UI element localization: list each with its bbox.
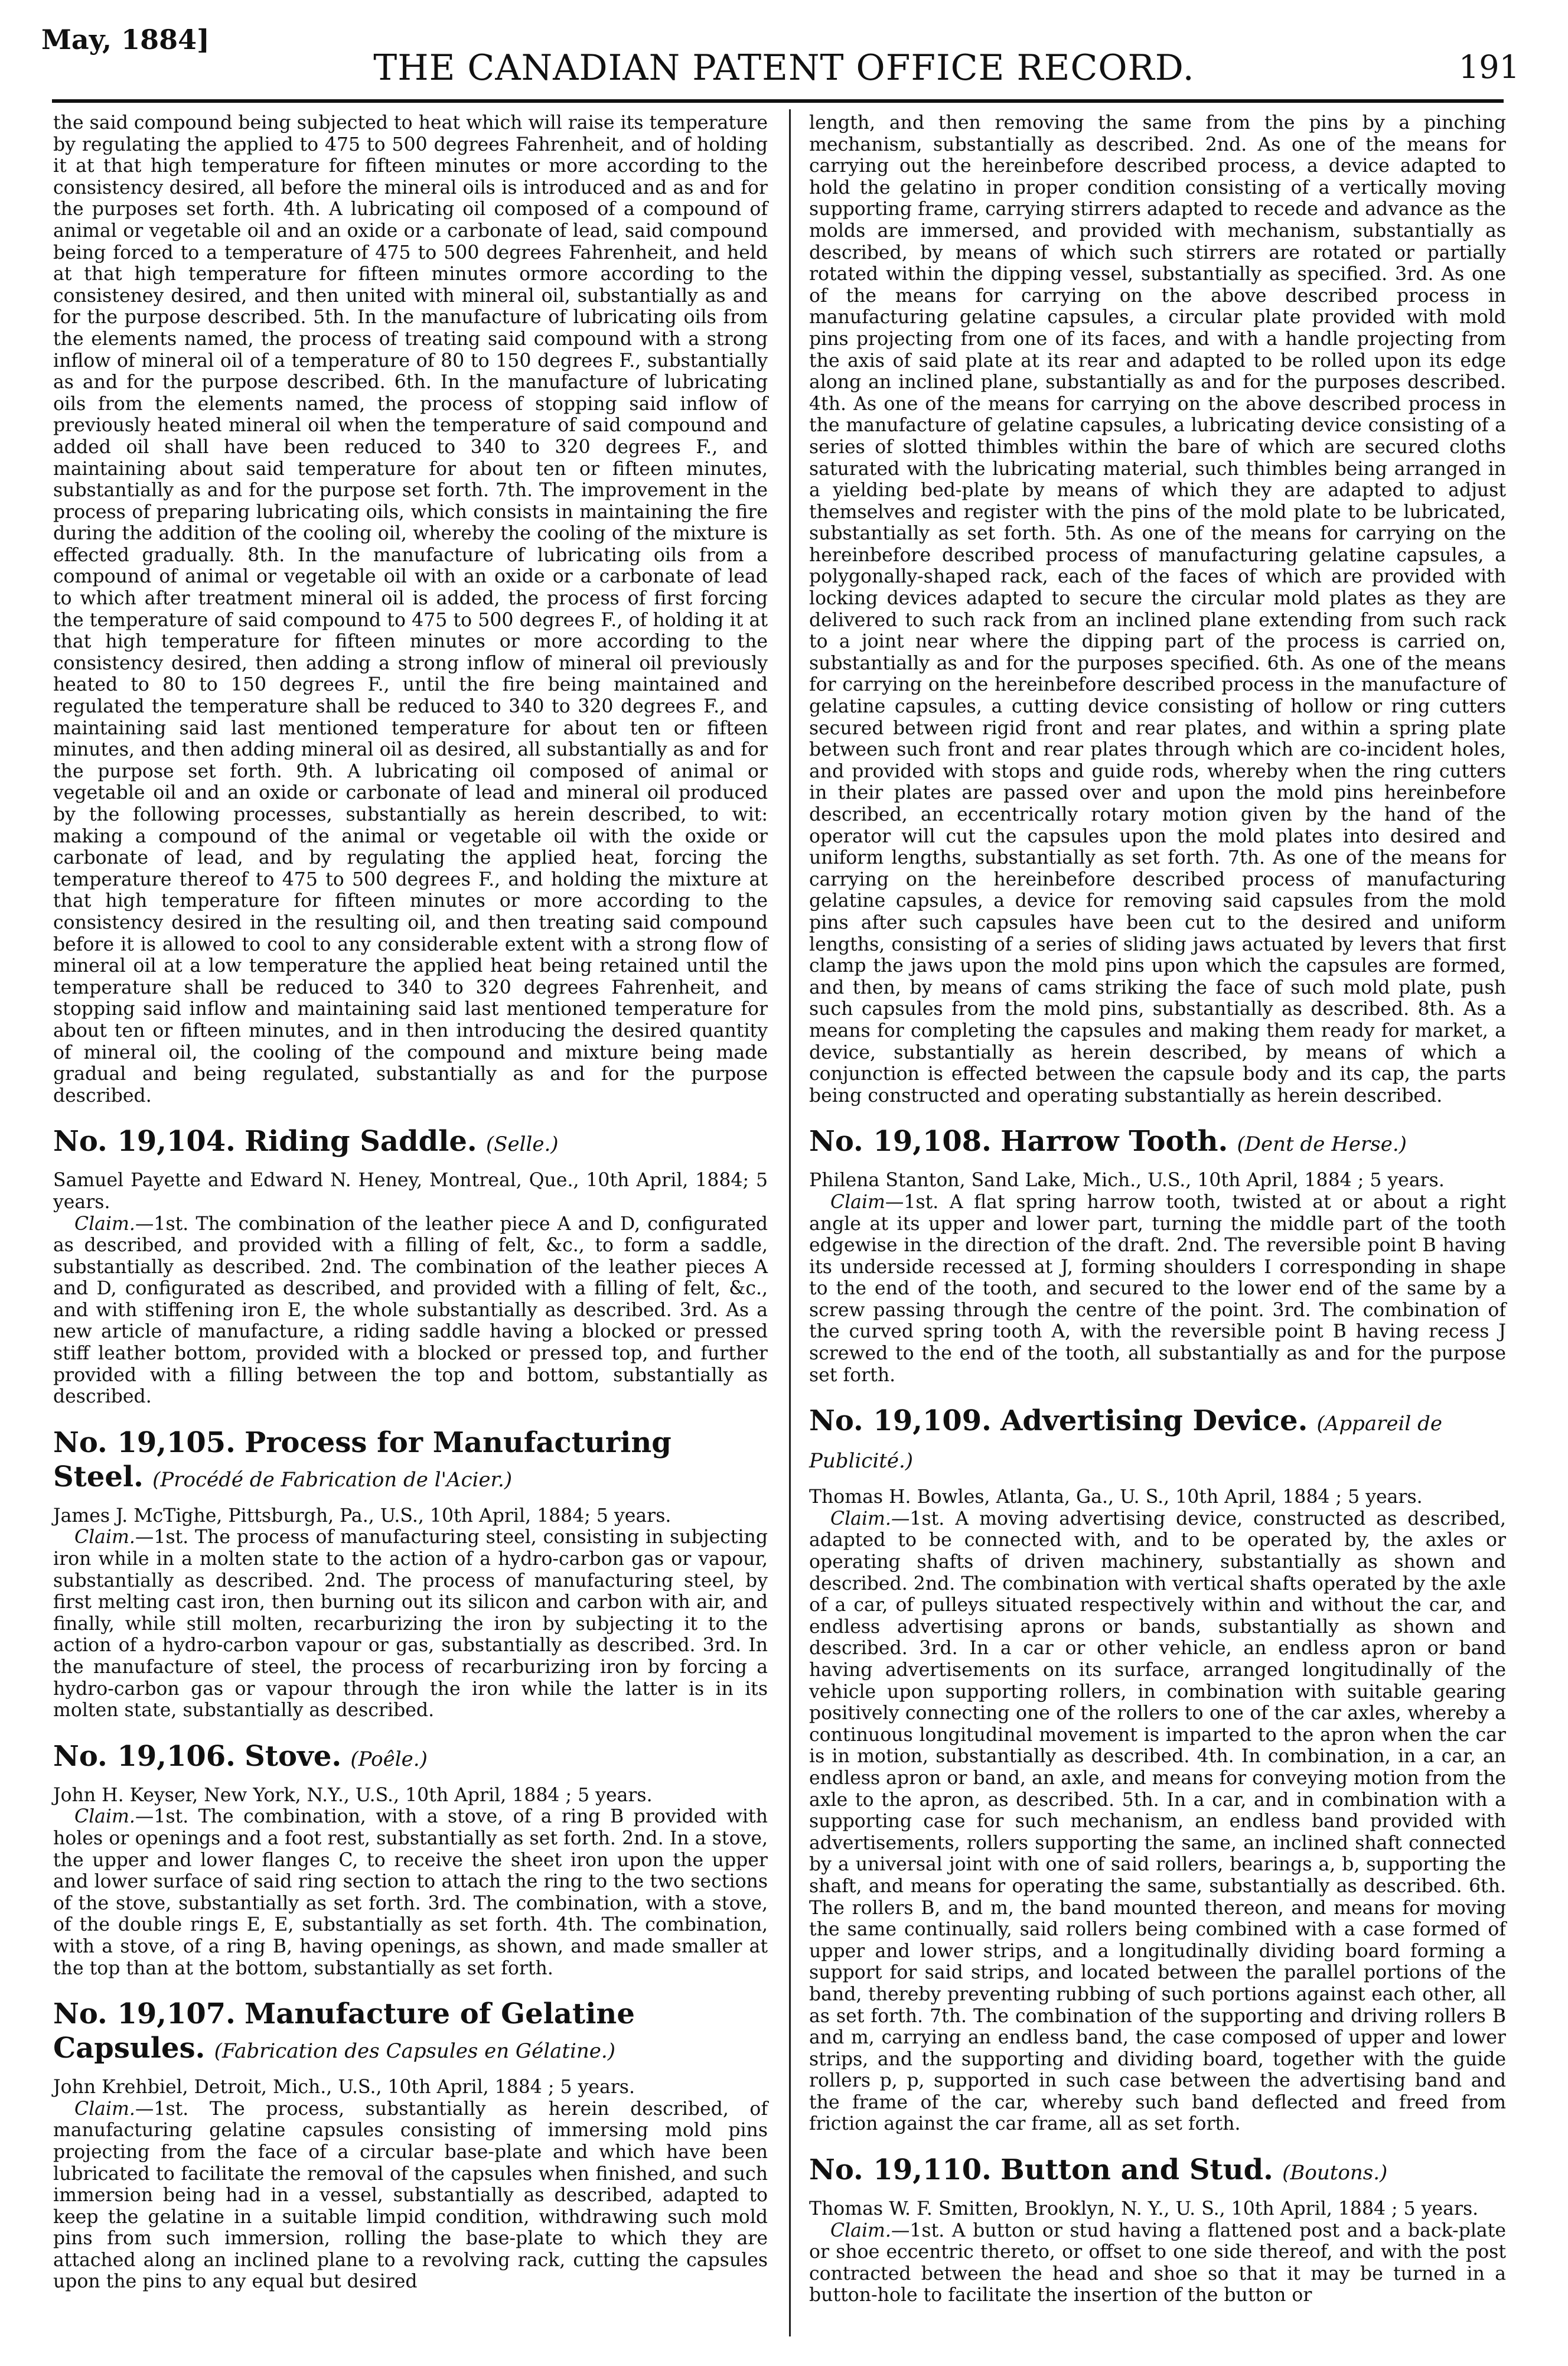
patent-title: Riding Saddle. xyxy=(245,1125,477,1158)
claim xyxy=(53,1213,768,1408)
patent-number: No. 19,106. xyxy=(53,1739,236,1773)
french-title: (Procédé de Fabrication de l'Acier.) xyxy=(152,1467,513,1492)
continued-text: length, and then removing the same from the pins by a pinching mechanism, substantially as described. 2nd. As one of the means for carrying out the hereinbefore described process, a device adapted to hold the gelatino in proper condition consisting of a vertically moving supporting frame, carrying stirrers adapted to recede and advance as the molds are immersed, and provided with mechanism, substantially as described, by means of which such stirrers are rotated or partially rotated within the dipping vessel, substantially as specified. 3rd. As one of the means for carrying on the above described process in manufacturing gelatine capsules, a circular plate provided with mold pins projecting from one of its faces, and with a handle projecting from the axis of said plate at its rear and adapted to be rolled upon its edge along an inclined plane, substantially as and for the purposes described. 4th. As one of the means for carrying on the above described process in the manufacture of gelatine capsules, a lubricating device consisting of a series of slotted thimbles within the bare of which are secured cloths saturated with the lubricating material, such thimbles being arranged in a yielding bed-plate by means of which they are adapted to adjust themselves and register with the pins of the mold plate to be lubricated, substantially as set forth. 5th. As one of the means for carrying on the hereinbefore described process of manufacturing gelatine capsules, a polygonally-shaped rack, each of the faces of which are provided with locking devices adapted to secure the circular mold plates as they are delivered to such rack from an inclined plane extending from such rack to a joint near where the dipping part of the process is carried on, substantially as and for the purposes specified. 6th. As one of the means for carrying on the hereinbefore described process in the manufacture of gelatine capsules, a cutting device consisting of hollow or ring cutters secured between rigid front and rear plates, and within a spring plate between such front and rear plates through which are co-incident holes, and provided with stops and guide rods, whereby when the ring cutters in their plates are passed over and upon the mold pins hereinbefore described, an eccentrically rotary motion given by the hand of the operator will cut the capsules upon the mold plates into desired and uniform lengths, substantially as set forth. 7th. As one of the means for carrying on the hereinbefore described process of manufacturing gelatine capsules, a device for removing said capsules from the mold pins after such capsules have been cut to the desired and uniform lengths, consisting of a series of sliding jaws actuated by levers that first clamp the jaws upon the mold pins upon which the capsules are formed, and then, by means of cams striking the face of such mold plate, push such capsules from the mold pins, substantially as described. 8th. As a means for completing the capsules and making them ready for market, a device, substantially as herein described, by means of which a conjunction is effected between the capsule body and its cap, the parts being constructed and operating substantially as herein described. xyxy=(809,112,1506,1106)
french-title: (Poêle.) xyxy=(350,1747,428,1771)
claim xyxy=(809,1192,1506,1386)
applicant: John Krehbiel, Detroit, Mich., U.S., 10th April, 1884 ; 5 years. xyxy=(53,2077,635,2098)
claim xyxy=(809,2220,1506,2306)
french-title: (Boutons.) xyxy=(1282,2161,1388,2185)
claim-text: —1st. A moving advertising device, constructed as described, adapted to be connected with, and to be operated by, the axles or operating shafts of driven machinery, substantially as shown and described. 2nd. The combination with vertical shafts operated by the axle of a car, of pulleys situated respectively within and without the car, and endless advertising aprons or bands, substantially as shown and described. 3rd. In a car or other vehicle, an endless apron or band having advertisements on its surface, arranged longitudinally of the vehicle upon supporting rollers, in combination with suitable gearing positively connecting one of the rollers to one of the car axles, whereby a continuous longitudinal movement is imparted to the apron when the car is in motion, substantially as described. 4th. In combination, in a car, an endless apron or band, an axle, and means for conveying motion from the axle to the apron, as described. 5th. In a car, and in combination with a supporting case for such mechanism, an endless band provided with advertisements, rollers supporting the same, an inclined shaft connected by a universal joint with one of said rollers, bearings a, b, supporting the shaft, and means for operating the same, substantially as described. 6th. The rollers B, and m, the band mounted thereon, and means for moving the same continually, said rollers being combined with a case formed of upper and lower strips, and a longitudinally dividing board forming a support for said strips, and located between the parallel portions of the band, thereby preventing rubbing of such portions against each other, all as set forth. 7th. The combination of the supporting and driving rollers B and m, carrying an endless band, the case composed of upper and lower strips, and the supporting and dividing board, together with the guide rollers p, p, supported in such case between the advertising band and the frame of the car, whereby such band deflected and freed from friction against the car frame, all as set forth. xyxy=(809,1508,1506,2135)
claim-label: Claim. xyxy=(74,1527,135,1548)
patent-entry xyxy=(53,1997,768,2293)
claim-text: —1st. A button or stud having a flattened post and a back-plate or shoe eccentric thereto, or offset to one side thereof, and with the post contracted between the head and shoe so that it may be turned in a button-hole to facilitate the insertion of the button or xyxy=(809,2219,1506,2306)
left-column xyxy=(53,112,768,2293)
patent-title: Advertising Device. xyxy=(1000,1404,1308,1438)
claim-label: Claim. xyxy=(830,2219,891,2241)
french-title: (Appareil de Publicité.) xyxy=(809,1412,1442,1473)
claim-label: Claim. xyxy=(830,1508,891,1529)
entry-heading xyxy=(53,1124,768,1161)
french-title: (Fabrication des Capsules en Gélatine.) xyxy=(214,2039,615,2064)
column-divider xyxy=(789,109,791,2336)
claim-label: Claim. xyxy=(74,1213,135,1235)
applicant: James J. McTighe, Pittsburgh, Pa., U.S., 10th April, 1884; 5 years. xyxy=(53,1505,671,1527)
patent-entry xyxy=(809,1404,1506,2135)
claim-text: —1st. The process of manufacturing steel, consisting in subjecting iron while in a molten state to the action of a hydro-carbon gas or vapour, substantially as described. 2nd. The process of manufacturing steel, by first melting cast iron, then burning out its silicon and carbon with air, and finally, while still molten, recarburizing the iron by subjecting it to the action of a hydro-carbon vapour or gas, substantially as described. 3rd. In the manufacture of steel, the process of recarburizing iron by forcing a hydro-carbon gas or vapour through the iron while the latter is in its molten state, substantially as described. xyxy=(53,1527,768,1721)
claim-label: Claim. xyxy=(74,1806,135,1828)
claim-label: Claim. xyxy=(74,2098,135,2120)
header-rule xyxy=(52,99,1504,103)
issue-date: May, 1884] xyxy=(41,24,210,56)
patent-title: Button and Stud. xyxy=(1000,2153,1273,2187)
claim xyxy=(809,1508,1506,2135)
french-title: (Selle.) xyxy=(485,1132,559,1157)
continued-text: the said compound being subjected to heat which will raise its temperature by regulating the applied to 475 to 500 degrees Fahrenheit, and of holding it at that high temperature for fifteen minutes or more according to the consistency desired, all before the mineral oils is introduced and as and for the purposes set forth. 4th. A lubricating oil composed of a compound of animal or vegetable oil and an oxide or a carbonate of lead, said compound being forced to a temperature of 475 to 500 degrees Fahrenheit, and held at that high temperature for fifteen minutes ormore according to the consisteney desired, and then united with mineral oil, substantially as and for the purpose described. 5th. In the manufacture of lubricating oils from the elements named, the process of treating said compound with a strong inflow of mineral oil of a temperature of 80 to 150 degrees F., substantially as and for the purpose described. 6th. In the manufacture of lubricating oils from the elements named, the process of stopping said inflow of previously heated mineral oil when the temperature of said compound and added oil shall have been reduced to 340 to 320 degrees F., and maintaining about said temperature for about ten or fifteen minutes, substantially as and for the purpose set forth. 7th. The improvement in the process of preparing lubricating oils, which consists in maintaining the fire during the addition of the cooling oil, whereby the cooling of the mixture is effected gradually. 8th. In the manufacture of lubricating oils from a compound of animal or vegetable oil with an oxide or a carbonate of lead to which after treatment mineral oil is added, the process of first forcing the temperature of said compound to 475 to 500 degrees F., of holding it at that high temperature for fifteen minutes or more according to the consistency desired, then adding a strong inflow of mineral oil previously heated to 80 to 150 degrees F., until the fire being maintained and regulated the temperature shall be reduced to 340 to 320 degrees F., and maintaining said last mentioned temperature for about ten or fifteen minutes, and then adding mineral oil as desired, all substantially as and for the purpose set forth. 9th. A lubricating oil composed of animal or vegetable oil and an oxide or carbonate of lead and mineral oil produced by the following processes, substantially as herein described, to wit: making a compound of the animal or vegetable oil with the oxide or carbonate of lead, and by regulating the applied heat, forcing the temperature thereof to 475 to 500 degrees F., and holding the mixture at that high temperature for fifteen minutes or more according to the consistency desired in the resulting oil, and then treating said compound before it is allowed to cool to any considerable extent with a strong flow of mineral oil at a low temperature the applied heat being retained until the temperature shall be reduced to 340 to 320 degrees Fahrenheit, and stopping said inflow and maintaining said last mentioned temperature for about ten or fifteen minutes, and in then introducing the desired quantity of mineral oil, the cooling of the compound and mixture being made gradual and being regulated, substantially as and for the purpose described. xyxy=(53,112,768,1106)
claim xyxy=(53,1527,768,1721)
page-number: 191 xyxy=(1458,48,1520,86)
patent-entry xyxy=(53,1739,768,1979)
applicant: John H. Keyser, New York, N.Y., U.S., 10th April, 1884 ; 5 years. xyxy=(53,1784,653,1806)
entry-heading xyxy=(809,2153,1506,2190)
patent-entry xyxy=(809,2153,1506,2306)
claim-text: —1st. The combination of the leather piece A and D, configurated as described, and provided with a filling of felt, &c., to form a saddle, substantially as described. 2nd. The combination of the leather pieces A and D, configurated as described, and provided with a filling of felt, &c., and with stiffening iron E, the whole substantially as described. 3rd. As a new article of manufacture, a riding saddle having a blocked or pressed stiff leather bottom, provided with a blocked or pressed top, and further provided with a filling between the top and bottom, substantially as described. xyxy=(53,1213,768,1408)
french-title: (Dent de Herse.) xyxy=(1237,1132,1407,1157)
journal-title: THE CANADIAN PATENT OFFICE RECORD. xyxy=(373,47,1195,89)
claim-text: —1st. The combination, with a stove, of a ring B provided with holes or openings and a foot rest, substantially as set forth. 2nd. In a stove, the upper and lower flanges C, to receive the sheet iron upon the upper and lower surface of said ring section to attach the ring to the two sections of the stove, substantially as set forth. 3rd. The combination, with a stove, of the double rings E, E, substantially as set forth. 4th. The combination, with a stove, of a ring B, having openings, as shown, and made smaller at the top than at the bottom, substantially as set forth. xyxy=(53,1806,768,1979)
applicant: Thomas H. Bowles, Atlanta, Ga., U. S., 10th April, 1884 ; 5 years. xyxy=(809,1486,1423,1508)
patent-title: Stove. xyxy=(245,1739,342,1773)
patent-entry xyxy=(53,1426,768,1721)
entry-heading xyxy=(809,1404,1506,1478)
patent-entry xyxy=(809,1124,1506,1386)
patent-title: Process for Manufacturing Steel. xyxy=(53,1426,671,1493)
claim-text: —1st. The process, substantially as herein described, of manufacturing gelatine capsules consisting of immersing mold pins projecting from the face of a circular base-plate and which have been lubricated to facilitate the removal of the capsules when finished, and such immersion being had in a vessel, substantially as described, adapted to keep the gelatine in a suitable limpid condition, withdrawing such mold pins from such immersion, rolling the base-plate to which they are attached along an inclined plane to a revolving rack, cutting the capsules upon the pins to any equal but desired xyxy=(53,2098,768,2293)
entry-heading xyxy=(53,1739,768,1776)
entry-heading xyxy=(53,1426,768,1497)
patent-number: No. 19,104. xyxy=(53,1125,236,1158)
entry-heading xyxy=(53,1997,768,2068)
applicant: Philena Stanton, Sand Lake, Mich., U.S., 10th April, 1884 ; 5 years. xyxy=(809,1170,1445,1192)
claim-label: Claim xyxy=(830,1191,885,1213)
patent-number: No. 19,105. xyxy=(53,1426,236,1459)
claim xyxy=(53,2098,768,2293)
patent-title: Manufacture of Gelatine Capsules. xyxy=(53,1997,635,2065)
patent-title: Harrow Tooth. xyxy=(1000,1125,1228,1158)
patent-number: No. 19,108. xyxy=(809,1125,992,1158)
patent-number: No. 19,109. xyxy=(809,1404,992,1438)
right-column xyxy=(809,112,1506,2306)
patent-number: No. 19,110. xyxy=(809,2153,992,2187)
claim-text: —1st. A flat spring harrow tooth, twisted at or about a right angle at its upper and lower part, turning the middle part of the tooth edgewise in the direction of the draft. 2nd. The reversible point B having its underside recessed at J, forming shoulders I corresponding in shape to the end of the tooth, and secured to the lower end of the same by a screw passing through the centre of the point. 3rd. The combination of the curved spring tooth A, with the reversible point B having recess J screwed to the end of the tooth, all substantially as and for the purpose set forth. xyxy=(809,1191,1506,1386)
entry-heading xyxy=(809,1124,1506,1161)
applicant: Samuel Payette and Edward N. Heney, Montreal, Que., 10th April, 1884; 5 years. xyxy=(53,1170,768,1213)
claim xyxy=(53,1806,768,1979)
applicant: Thomas W. F. Smitten, Brooklyn, N. Y., U. S., 10th April, 1884 ; 5 years. xyxy=(809,2198,1479,2220)
patent-number: No. 19,107. xyxy=(53,1997,236,2031)
patent-entry xyxy=(53,1124,768,1408)
